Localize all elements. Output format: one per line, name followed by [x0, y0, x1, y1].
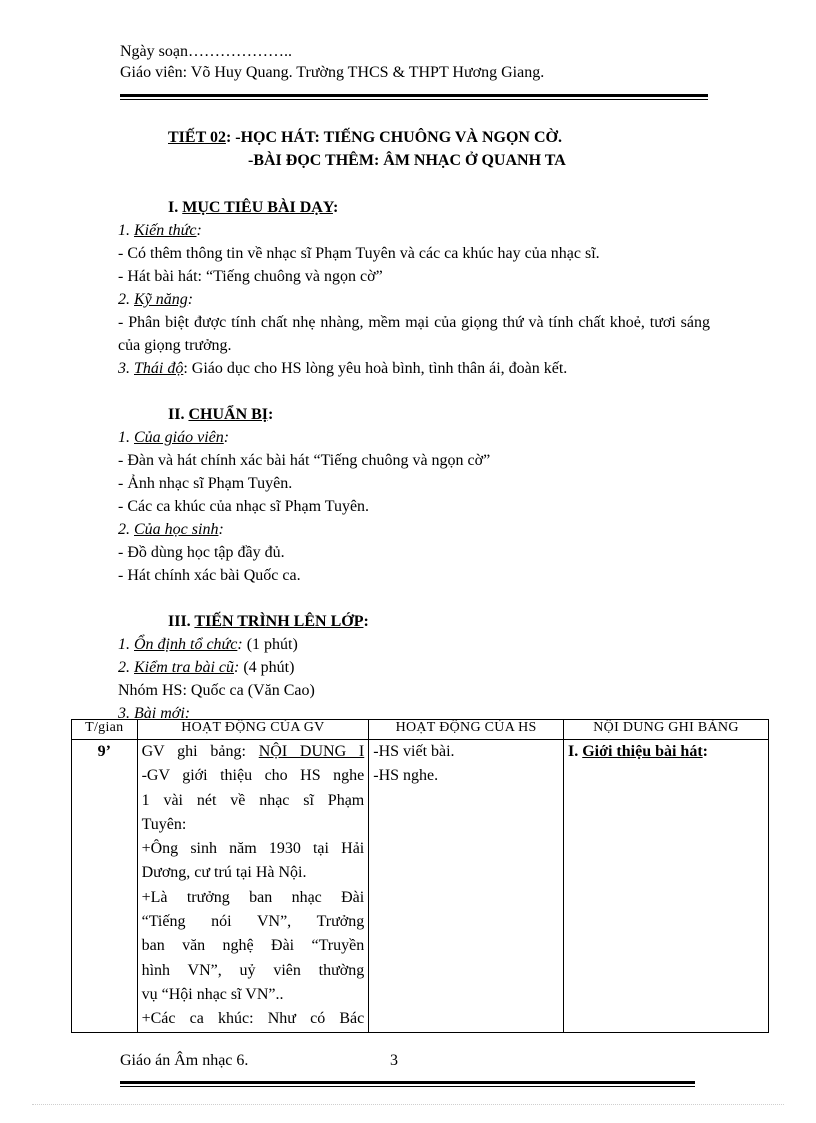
student-activity-cell	[369, 740, 564, 1033]
text-line: Nhóm HS: Quốc ca (Văn Cao)	[118, 682, 315, 699]
lesson-title-line-2: -BÀI ĐỌC THÊM: ÂM NHẠC Ở QUANH TA	[248, 152, 566, 169]
page-edge-dots	[32, 1104, 784, 1105]
gv-line: +Ông sinh năm 1930 tại Hải	[141, 840, 365, 858]
page-number: 3	[390, 1052, 398, 1069]
gv-first-line: GV ghi bảng: NỘI DUNG I	[141, 743, 365, 760]
time-cell: 9’	[72, 740, 138, 1033]
table-header-row	[72, 720, 769, 740]
gv-line: -GV giới thiệu cho HS nghe	[141, 767, 365, 785]
gv-line: hình VN”, uỷ viên thường	[141, 961, 365, 979]
text-line: - Đồ dùng học tập đầy đủ.	[118, 544, 285, 561]
lesson-title-text: : -HỌC HÁT: TIẾNG CHUÔNG VÀ NGỌN CỜ.	[225, 129, 562, 146]
text-line: - Hát bài hát: “Tiếng chuông và ngọn cờ”	[118, 268, 383, 285]
kiem-tra-line: 2. Kiểm tra bài cũ: (4 phút)	[118, 659, 295, 676]
text-line: - Có thêm thông tin về nhạc sĩ Phạm Tuyên và các ca khúc hay của nhạc sĩ.	[118, 245, 600, 262]
date-line: Ngày soạn………………..	[120, 43, 292, 60]
lesson-plan-table	[71, 719, 769, 1033]
subheading-kien-thuc: 1. Kiến thức:	[118, 222, 202, 239]
section-1-heading: I. MỤC TIÊU BÀI DẠY:	[168, 199, 339, 216]
board-heading: I. Giới thiệu bài hát:	[567, 743, 708, 760]
header-board-content: NỘI DUNG GHI BẢNG	[563, 720, 768, 740]
hs-line: -HS viết bài.	[373, 743, 455, 760]
gv-line: Tuyên:	[141, 815, 187, 833]
gv-line: +Là trưởng ban nhạc Đài	[141, 888, 365, 906]
subheading-cua-hoc-sinh: 2. Của học sinh:	[118, 521, 224, 538]
text-line: - Hát chính xác bài Quốc ca.	[118, 567, 301, 584]
text-line: - Ảnh nhạc sĩ Phạm Tuyên.	[118, 475, 293, 492]
teacher-line: Giáo viên: Võ Huy Quang. Trường THCS & THPT Hương Giang.	[120, 64, 545, 81]
teacher-activity-cell	[137, 740, 369, 1033]
subheading-ky-nang: 2. Kỹ năng:	[118, 291, 194, 308]
gv-line: vụ “Hội nhạc sĩ VN”..	[141, 985, 284, 1003]
section-1	[118, 196, 710, 725]
gv-line: +Các ca khúc: Như có Bác	[141, 1010, 365, 1028]
hs-line: -HS nghe.	[373, 767, 439, 785]
gv-line: “Tiếng nói VN”, Trưởng	[141, 913, 365, 931]
lesson-title-line-1	[168, 129, 562, 147]
gv-line: 1 vài nét về nhạc sĩ Phạm	[141, 791, 365, 809]
on-dinh-line: 1. Ổn định tổ chức: (1 phút)	[118, 636, 298, 653]
header-teacher-activity: HOẠT ĐỘNG CỦA GV	[137, 720, 369, 740]
gv-line: Dương, cư trú tại Hà Nội.	[141, 864, 307, 882]
header-time: T/gian	[72, 720, 138, 740]
gv-line: ban văn nghệ Đài “Truyền	[141, 937, 365, 955]
header-student-activity: HOẠT ĐỘNG CỦA HS	[369, 720, 564, 740]
thai-do-line: 3. Thái độ: Giáo dục cho HS lòng yêu hoà bình, tình thân ái, đoàn kết.	[118, 360, 568, 377]
lesson-label: TIẾT 02	[168, 129, 226, 146]
board-content-cell	[563, 740, 768, 1033]
header-rule	[120, 94, 708, 100]
text-line: - Các ca khúc của nhạc sĩ Phạm Tuyên.	[118, 498, 370, 515]
subheading-bai-moi: 3. Bài mới:	[118, 705, 191, 722]
footer-title: Giáo án Âm nhạc 6.	[120, 1052, 249, 1069]
text-paragraph: - Phân biệt được tính chất nhẹ nhàng, mềm mại của giọng thứ và tính chất khoẻ, tươi sáng của giọng trưởng.	[118, 314, 710, 354]
table-row	[72, 740, 769, 1033]
text-line: - Đàn và hát chính xác bài hát “Tiếng chuông và ngọn cờ”	[118, 452, 491, 469]
footer-rule	[120, 1081, 695, 1087]
section-2-heading: II. CHUẨN BỊ:	[168, 406, 274, 423]
subheading-cua-giao-vien: 1. Của giáo viên:	[118, 429, 230, 446]
footer	[120, 1052, 398, 1070]
section-3-heading: III. TIẾN TRÌNH LÊN LỚP:	[168, 613, 369, 630]
